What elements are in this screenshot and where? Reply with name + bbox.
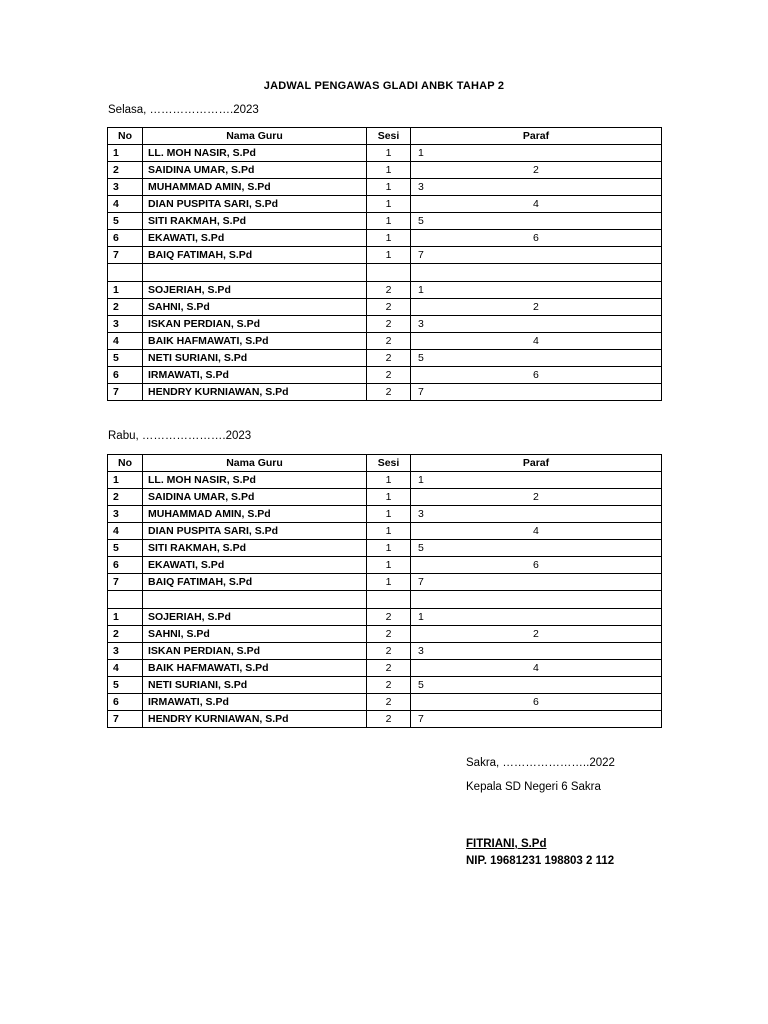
- table-row: [108, 230, 662, 247]
- paraf-cell: [411, 230, 662, 247]
- separator-cell: [411, 264, 662, 282]
- teacher-name: SITI RAKMAH, S.Pd: [143, 213, 367, 230]
- paraf-cell: [411, 247, 662, 264]
- teacher-name: NETI SURIANI, S.Pd: [143, 350, 367, 367]
- paraf-number: 1: [418, 611, 424, 623]
- row-number: 6: [108, 367, 143, 384]
- row-number: 5: [108, 350, 143, 367]
- row-number: 4: [108, 333, 143, 350]
- session-number: 1: [367, 230, 411, 247]
- paraf-cell: [411, 384, 662, 401]
- session-number: 2: [367, 316, 411, 333]
- paraf-number: 5: [418, 215, 424, 227]
- table-row: [108, 660, 662, 677]
- table-row: [108, 557, 662, 574]
- session-number: 1: [367, 196, 411, 213]
- paraf-cell: [411, 196, 662, 213]
- signature-name: FITRIANI, S.Pd: [466, 838, 547, 850]
- teacher-name: IRMAWATI, S.Pd: [143, 694, 367, 711]
- session-number: 1: [367, 506, 411, 523]
- paraf-number: 4: [533, 662, 539, 674]
- session-number: 1: [367, 145, 411, 162]
- row-number: 3: [108, 643, 143, 660]
- paraf-number: 5: [418, 679, 424, 691]
- teacher-name: SITI RAKMAH, S.Pd: [143, 540, 367, 557]
- row-number: 7: [108, 574, 143, 591]
- paraf-number: 3: [418, 508, 424, 520]
- table-row: [108, 213, 662, 230]
- teacher-name: ISKAN PERDIAN, S.Pd: [143, 316, 367, 333]
- separator-cell: [411, 591, 662, 609]
- header-name: Nama Guru: [143, 128, 367, 145]
- paraf-cell: [411, 472, 662, 489]
- table-row: [108, 299, 662, 316]
- table-row: [108, 694, 662, 711]
- session-number: 1: [367, 179, 411, 196]
- paraf-cell: [411, 316, 662, 333]
- day-label-selasa: Selasa, ………………….2023: [108, 104, 259, 116]
- table-row: [108, 609, 662, 626]
- table-row: [108, 384, 662, 401]
- row-number: 1: [108, 282, 143, 299]
- row-number: 4: [108, 523, 143, 540]
- table-row: [108, 626, 662, 643]
- header-sesi: Sesi: [367, 455, 411, 472]
- paraf-cell: [411, 540, 662, 557]
- table-body: [108, 145, 662, 401]
- row-number: 6: [108, 230, 143, 247]
- teacher-name: BAIQ FATIMAH, S.Pd: [143, 574, 367, 591]
- session-number: 2: [367, 299, 411, 316]
- session-number: 2: [367, 333, 411, 350]
- paraf-number: 2: [533, 301, 539, 313]
- row-number: 7: [108, 247, 143, 264]
- paraf-cell: [411, 609, 662, 626]
- row-number: 6: [108, 694, 143, 711]
- header-paraf: Paraf: [411, 455, 662, 472]
- paraf-number: 7: [418, 713, 424, 725]
- session-number: 2: [367, 660, 411, 677]
- table-row: [108, 333, 662, 350]
- paraf-cell: [411, 213, 662, 230]
- paraf-number: 2: [533, 164, 539, 176]
- teacher-name: DIAN PUSPITA SARI, S.Pd: [143, 196, 367, 213]
- session-number: 1: [367, 162, 411, 179]
- separator-cell: [143, 264, 367, 282]
- teacher-name: LL. MOH NASIR, S.Pd: [143, 145, 367, 162]
- document-title: JADWAL PENGAWAS GLADI ANBK TAHAP 2: [263, 80, 505, 92]
- session-number: 2: [367, 367, 411, 384]
- paraf-number: 3: [418, 318, 424, 330]
- table-row: [108, 489, 662, 506]
- session-number: 2: [367, 350, 411, 367]
- paraf-cell: [411, 711, 662, 728]
- table-row: [108, 472, 662, 489]
- paraf-cell: [411, 626, 662, 643]
- row-number: 2: [108, 626, 143, 643]
- row-number: 4: [108, 196, 143, 213]
- paraf-cell: [411, 523, 662, 540]
- paraf-number: 7: [418, 386, 424, 398]
- session-number: 1: [367, 489, 411, 506]
- table-row: [108, 540, 662, 557]
- teacher-name: SAIDINA UMAR, S.Pd: [143, 489, 367, 506]
- paraf-number: 5: [418, 352, 424, 364]
- table-row: [108, 506, 662, 523]
- table-row: [108, 367, 662, 384]
- teacher-name: MUHAMMAD AMIN, S.Pd: [143, 506, 367, 523]
- schedule-table-selasa: [107, 127, 662, 401]
- paraf-number: 6: [533, 696, 539, 708]
- teacher-name: LL. MOH NASIR, S.Pd: [143, 472, 367, 489]
- paraf-cell: [411, 299, 662, 316]
- paraf-number: 1: [418, 474, 424, 486]
- session-number: 1: [367, 540, 411, 557]
- session-separator-row: [108, 591, 662, 609]
- row-number: 1: [108, 472, 143, 489]
- teacher-name: SOJERIAH, S.Pd: [143, 609, 367, 626]
- paraf-number: 4: [533, 198, 539, 210]
- table-row: [108, 162, 662, 179]
- row-number: 4: [108, 660, 143, 677]
- paraf-number: 2: [533, 491, 539, 503]
- paraf-number: 4: [533, 525, 539, 537]
- table-header-row: [108, 455, 662, 472]
- table-row: [108, 282, 662, 299]
- paraf-number: 5: [418, 542, 424, 554]
- session-number: 2: [367, 609, 411, 626]
- teacher-name: IRMAWATI, S.Pd: [143, 367, 367, 384]
- row-number: 1: [108, 609, 143, 626]
- row-number: 2: [108, 162, 143, 179]
- paraf-cell: [411, 643, 662, 660]
- teacher-name: HENDRY KURNIAWAN, S.Pd: [143, 711, 367, 728]
- session-number: 1: [367, 574, 411, 591]
- paraf-cell: [411, 557, 662, 574]
- table-row: [108, 350, 662, 367]
- paraf-number: 6: [533, 369, 539, 381]
- table-row: [108, 574, 662, 591]
- session-number: 1: [367, 523, 411, 540]
- paraf-cell: [411, 506, 662, 523]
- paraf-number: 3: [418, 645, 424, 657]
- separator-cell: [108, 264, 143, 282]
- row-number: 6: [108, 557, 143, 574]
- table-row: [108, 643, 662, 660]
- separator-cell: [143, 591, 367, 609]
- table-row: [108, 179, 662, 196]
- paraf-cell: [411, 145, 662, 162]
- paraf-cell: [411, 660, 662, 677]
- teacher-name: BAIK HAFMAWATI, S.Pd: [143, 333, 367, 350]
- header-paraf: Paraf: [411, 128, 662, 145]
- paraf-cell: [411, 179, 662, 196]
- table-header-row: [108, 128, 662, 145]
- teacher-name: EKAWATI, S.Pd: [143, 230, 367, 247]
- table-row: [108, 677, 662, 694]
- table-row: [108, 711, 662, 728]
- teacher-name: SAIDINA UMAR, S.Pd: [143, 162, 367, 179]
- day-label-rabu: Rabu, ………………….2023: [108, 430, 252, 442]
- session-number: 1: [367, 557, 411, 574]
- paraf-cell: [411, 367, 662, 384]
- teacher-name: MUHAMMAD AMIN, S.Pd: [143, 179, 367, 196]
- paraf-number: 3: [418, 181, 424, 193]
- teacher-name: ISKAN PERDIAN, S.Pd: [143, 643, 367, 660]
- row-number: 1: [108, 145, 143, 162]
- session-number: 2: [367, 694, 411, 711]
- session-number: 1: [367, 472, 411, 489]
- row-number: 3: [108, 506, 143, 523]
- session-number: 2: [367, 626, 411, 643]
- header-no: No: [108, 128, 143, 145]
- paraf-cell: [411, 574, 662, 591]
- session-number: 1: [367, 247, 411, 264]
- signature-nip: NIP. 19681231 198803 2 112: [466, 855, 615, 867]
- teacher-name: SAHNI, S.Pd: [143, 299, 367, 316]
- teacher-name: BAIQ FATIMAH, S.Pd: [143, 247, 367, 264]
- paraf-cell: [411, 162, 662, 179]
- paraf-number: 7: [418, 576, 424, 588]
- separator-cell: [367, 264, 411, 282]
- paraf-number: 6: [533, 232, 539, 244]
- teacher-name: SOJERIAH, S.Pd: [143, 282, 367, 299]
- paraf-cell: [411, 350, 662, 367]
- paraf-number: 1: [418, 284, 424, 296]
- paraf-number: 6: [533, 559, 539, 571]
- paraf-cell: [411, 489, 662, 506]
- row-number: 2: [108, 489, 143, 506]
- teacher-name: SAHNI, S.Pd: [143, 626, 367, 643]
- table-body: [108, 472, 662, 728]
- header-sesi: Sesi: [367, 128, 411, 145]
- row-number: 7: [108, 384, 143, 401]
- teacher-name: DIAN PUSPITA SARI, S.Pd: [143, 523, 367, 540]
- session-number: 2: [367, 677, 411, 694]
- paraf-cell: [411, 333, 662, 350]
- paraf-number: 1: [418, 147, 424, 159]
- row-number: 3: [108, 179, 143, 196]
- table-row: [108, 247, 662, 264]
- session-number: 2: [367, 643, 411, 660]
- paraf-cell: [411, 677, 662, 694]
- teacher-name: HENDRY KURNIAWAN, S.Pd: [143, 384, 367, 401]
- session-number: 2: [367, 384, 411, 401]
- row-number: 2: [108, 299, 143, 316]
- paraf-number: 2: [533, 628, 539, 640]
- teacher-name: BAIK HAFMAWATI, S.Pd: [143, 660, 367, 677]
- header-name: Nama Guru: [143, 455, 367, 472]
- session-number: 2: [367, 282, 411, 299]
- signature-position: Kepala SD Negeri 6 Sakra: [466, 781, 601, 793]
- row-number: 5: [108, 540, 143, 557]
- schedule-table-rabu: [107, 454, 662, 728]
- table-row: [108, 145, 662, 162]
- signature-place-date: Sakra, …………………..2022: [466, 757, 615, 769]
- separator-cell: [367, 591, 411, 609]
- row-number: 7: [108, 711, 143, 728]
- paraf-cell: [411, 282, 662, 299]
- table-row: [108, 316, 662, 333]
- paraf-number: 4: [533, 335, 539, 347]
- session-number: 1: [367, 213, 411, 230]
- row-number: 5: [108, 677, 143, 694]
- teacher-name: NETI SURIANI, S.Pd: [143, 677, 367, 694]
- session-separator-row: [108, 264, 662, 282]
- paraf-number: 7: [418, 249, 424, 261]
- paraf-cell: [411, 694, 662, 711]
- table-row: [108, 196, 662, 213]
- separator-cell: [108, 591, 143, 609]
- row-number: 3: [108, 316, 143, 333]
- teacher-name: EKAWATI, S.Pd: [143, 557, 367, 574]
- row-number: 5: [108, 213, 143, 230]
- table-row: [108, 523, 662, 540]
- header-no: No: [108, 455, 143, 472]
- session-number: 2: [367, 711, 411, 728]
